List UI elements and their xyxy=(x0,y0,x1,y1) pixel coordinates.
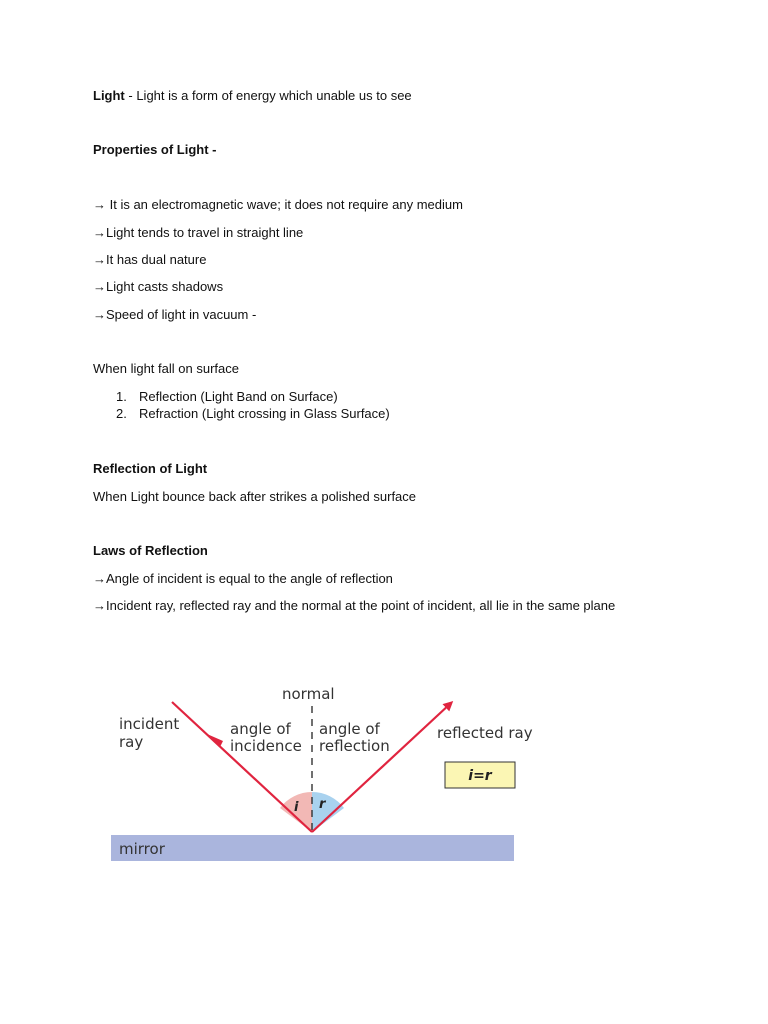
angle-r-arc xyxy=(312,792,344,832)
reflected-ray-label: reflected ray xyxy=(437,724,533,742)
laws-heading: Laws of Reflection xyxy=(93,543,208,558)
law-item: →Incident ray, reflected ray and the normal at the point of incident, all lie in the same plane xyxy=(93,598,616,613)
property-item: →Speed of light in vacuum - xyxy=(93,307,257,322)
list-text: Refraction (Light crossing in Glass Surface) xyxy=(139,406,390,421)
property-item: → It is an electromagnetic wave; it does not require any medium xyxy=(93,197,463,212)
surface-intro: When light fall on surface xyxy=(93,361,239,376)
intro-term: Light xyxy=(93,88,125,103)
incident-ray-label xyxy=(119,715,184,751)
r-symbol: r xyxy=(319,797,326,812)
property-item: →Light tends to travel in straight line xyxy=(93,225,304,240)
mirror-surface xyxy=(111,835,514,861)
property-item: →Light casts shadows xyxy=(93,279,224,294)
angle-reflection-line: angle of xyxy=(319,720,380,738)
reflection-definition: When Light bounce back after strikes a polished surface xyxy=(93,489,417,504)
law-item: →Angle of incident is equal to the angle of reflection xyxy=(93,571,393,586)
angle-incidence-line: incidence xyxy=(230,737,302,755)
incident-arrow-icon xyxy=(207,734,223,747)
i-symbol: i xyxy=(294,800,299,815)
intro-separator: - xyxy=(124,88,137,103)
intro-definition: Light is a form of energy which unable us to see xyxy=(136,88,412,103)
list-text: Reflection (Light Band on Surface) xyxy=(139,389,338,404)
equation-label: i=r xyxy=(468,768,492,784)
list-number: 2. xyxy=(116,406,127,421)
angle-reflection-line: reflection xyxy=(319,737,390,755)
normal-label: normal xyxy=(282,685,335,703)
angle-reflection-label xyxy=(319,720,390,755)
angle-incidence-label xyxy=(230,720,302,755)
properties-heading: Properties of Light - xyxy=(93,142,217,157)
incident-label-line: ray xyxy=(119,733,144,751)
mirror-label: mirror xyxy=(119,840,165,858)
angle-incidence-line: angle of xyxy=(230,720,291,738)
list-number: 1. xyxy=(116,389,127,404)
incident-label-line: incident xyxy=(119,715,180,733)
reflection-heading: Reflection of Light xyxy=(93,461,208,476)
property-item: →It has dual nature xyxy=(93,252,207,267)
